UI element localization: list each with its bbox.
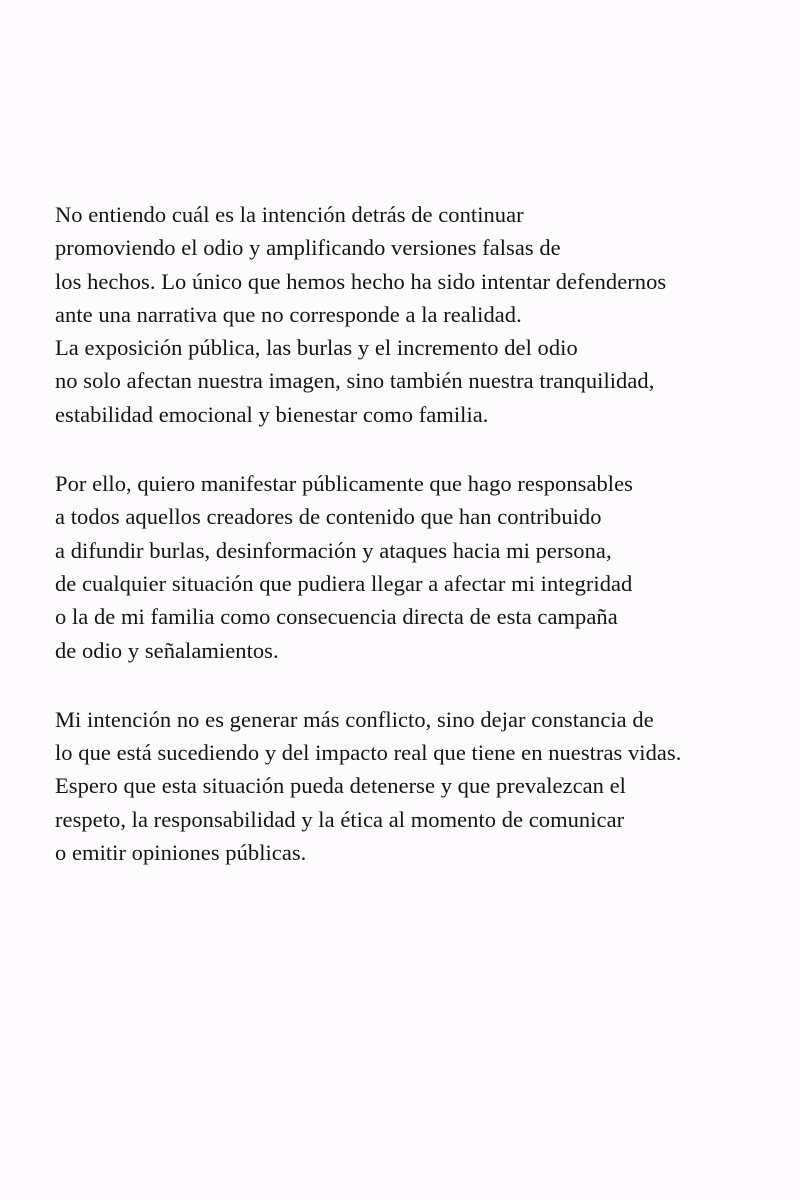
paragraph-line: los hechos. Lo único que hemos hecho ha sido intentar defendernos (55, 268, 667, 294)
paragraph-3 (55, 703, 795, 869)
paragraph-line: No entiendo cuál es la intención detrás de continuar (55, 202, 524, 227)
paragraph-line: promoviendo el odio y amplificando versiones falsas de (55, 235, 561, 261)
paragraph-line: ante una narrativa que no corresponde a la realidad. (55, 301, 522, 327)
paragraph-line: de odio y señalamientos. (55, 637, 279, 663)
paragraph-line: lo que está sucediendo y del impacto real que tiene en nuestras vidas. (55, 740, 682, 766)
paragraph-line: La exposición pública, las burlas y el incremento del odio (55, 335, 578, 361)
paragraph-2 (55, 467, 795, 667)
paragraph-line: Por ello, quiero manifestar públicamente que hago responsables (55, 471, 633, 497)
paragraph-1 (55, 198, 795, 431)
paragraph-line: o la de mi familia como consecuencia directa de esta campaña (55, 604, 618, 630)
paragraph-line: de cualquier situación que pudiera llegar a afectar mi integridad (55, 570, 633, 596)
paragraph-line: estabilidad emocional y bienestar como familia. (55, 401, 489, 427)
paragraph-line: a todos aquellos creadores de contenido que han contribuido (55, 504, 602, 530)
paragraph-line: Mi intención no es generar más conflicto, sino dejar constancia de (55, 706, 654, 732)
statement-body (55, 198, 795, 869)
paragraph-line: respeto, la responsabilidad y la ética al momento de comunicar (55, 806, 625, 832)
paragraph-line: Espero que esta situación pueda detenerse y que prevalezcan el (55, 773, 626, 799)
paragraph-line: no solo afectan nuestra imagen, sino también nuestra tranquilidad, (55, 368, 655, 394)
paragraph-line: a difundir burlas, desinformación y ataques hacia mi persona, (55, 537, 612, 563)
paragraph-line: o emitir opiniones públicas. (55, 840, 307, 866)
